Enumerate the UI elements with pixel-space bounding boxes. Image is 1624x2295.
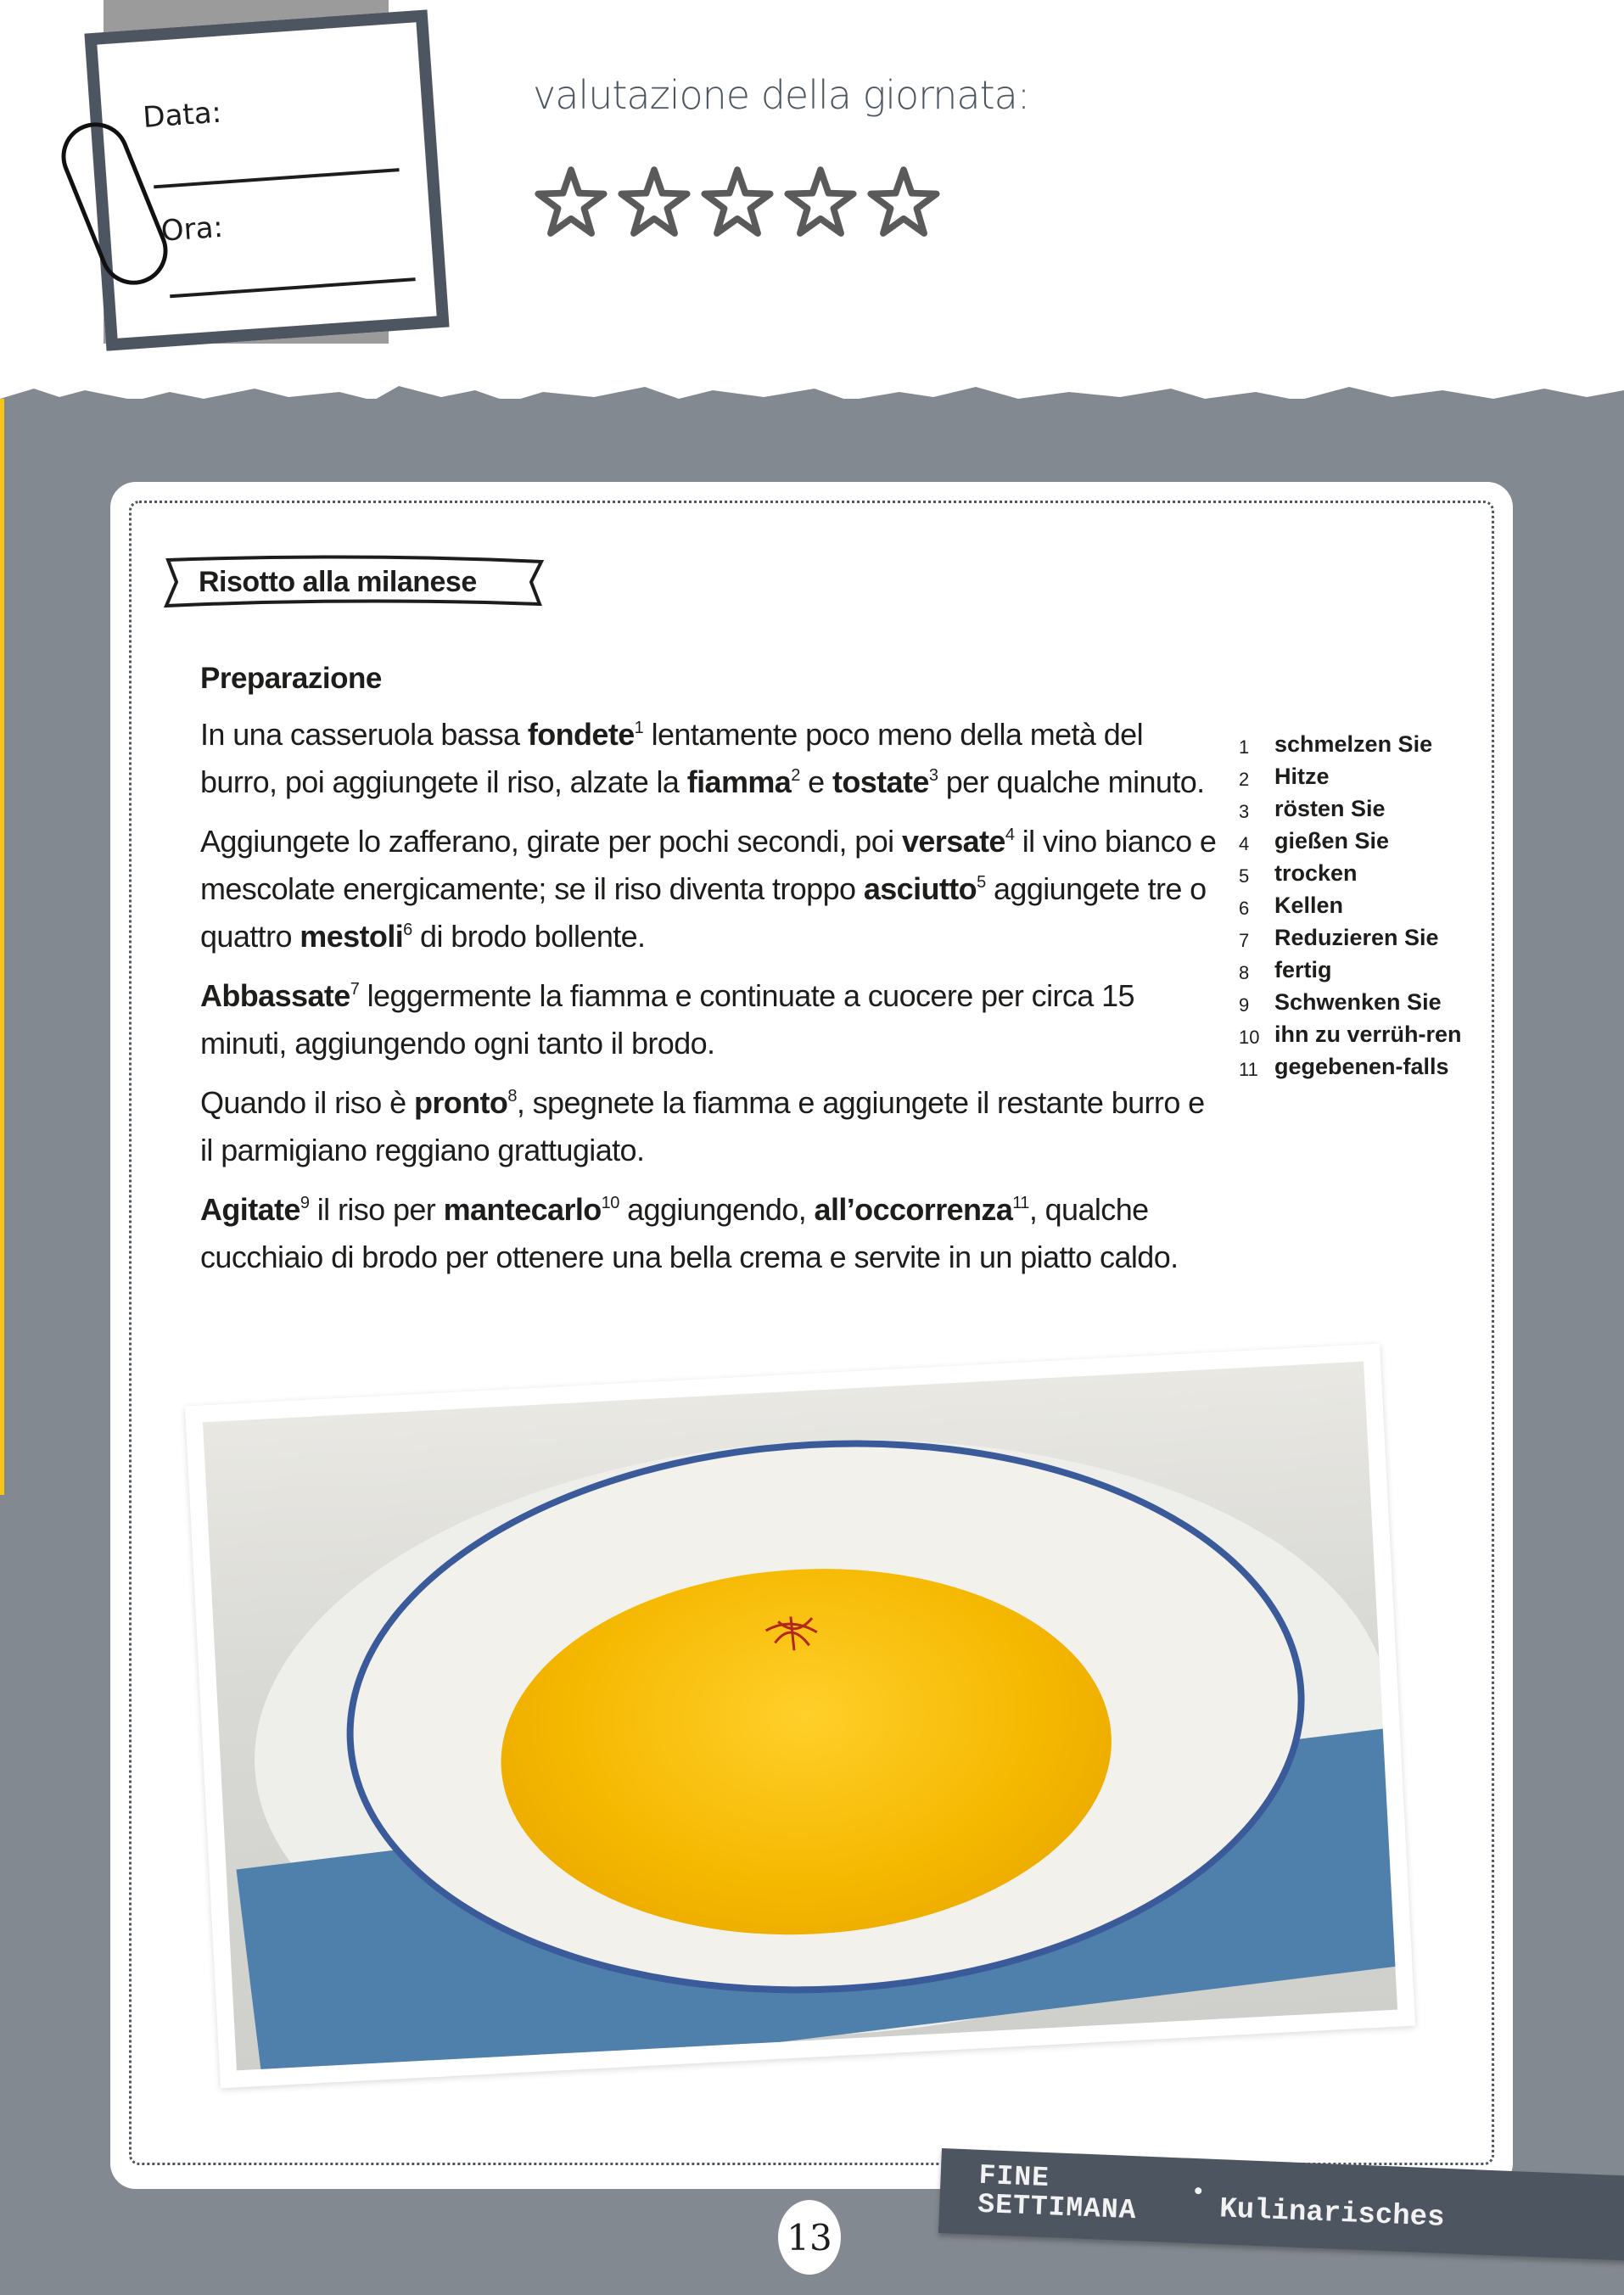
footnote-marker: 1: [634, 719, 644, 737]
page-header: [0, 0, 1624, 399]
section-title: Preparazione: [200, 662, 382, 695]
glossary-number: 2: [1239, 769, 1250, 790]
glossary-term: trocken: [1274, 860, 1358, 886]
accent-stripe: [0, 399, 4, 1495]
glossary-item: [1239, 826, 1510, 859]
subsection-title: Kulinarisches: [1218, 2193, 1446, 2235]
highlighted-term: all’occorrenza: [814, 1192, 1013, 1227]
page-number: 13: [778, 2200, 841, 2275]
footnote-marker: 6: [403, 921, 412, 939]
preparation-text: [200, 711, 1218, 1293]
text-segment: Aggiungete lo zafferano, girate per pochi secondi, poi: [200, 824, 902, 859]
text-segment: Quando il riso è: [200, 1085, 414, 1120]
recipe-title-ribbon: [161, 555, 547, 609]
text-segment: e: [799, 764, 832, 799]
time-label: Ora:: [160, 210, 225, 249]
date-field-line[interactable]: [154, 168, 400, 188]
text-segment: di brodo bollente.: [412, 919, 646, 954]
glossary-item: [1239, 1052, 1510, 1084]
glossary-term: rösten Sie: [1274, 796, 1386, 821]
glossary-number: 5: [1239, 865, 1250, 887]
glossary-number: 10: [1239, 1027, 1260, 1048]
section-line-2: SETTIMANA: [977, 2188, 1138, 2227]
highlighted-term: pronto: [413, 1085, 508, 1120]
glossary-term: schmelzen Sie: [1274, 731, 1433, 757]
glossary-item: [1239, 859, 1510, 891]
glossary-item: [1239, 730, 1510, 762]
footnote-marker: 9: [300, 1194, 310, 1212]
glossary-number: 1: [1239, 736, 1250, 758]
highlighted-term: Agitate: [200, 1192, 300, 1227]
highlighted-term: tostate: [832, 764, 929, 799]
paragraph: [200, 711, 1218, 806]
glossary-term: fertig: [1274, 957, 1332, 982]
glossary-term: Reduzieren Sie: [1274, 925, 1439, 950]
footnote-marker: 7: [350, 980, 360, 999]
footnote-marker: 3: [928, 766, 938, 785]
glossary-item: [1239, 988, 1510, 1020]
highlighted-term: versate: [901, 824, 1005, 859]
text-segment: leggermente la fiamma e continuate a cuocere per circa 15 minuti, aggiungendo ogni tanto il brodo.: [200, 978, 1134, 1061]
glossary-number: 4: [1239, 833, 1250, 854]
glossary-item: [1239, 762, 1510, 794]
glossary-term: ihn zu verrüh-ren: [1274, 1022, 1462, 1047]
glossary-item: [1239, 794, 1510, 826]
recipe-photo: [185, 1344, 1415, 2089]
glossary-item: [1239, 923, 1510, 955]
glossary-number: 7: [1239, 930, 1250, 951]
footnote-marker: 8: [507, 1087, 517, 1106]
footnote-marker: 11: [1012, 1194, 1029, 1212]
text-segment: per qualche minuto.: [938, 764, 1205, 799]
star-outline-icon[interactable]: [784, 165, 857, 238]
section-line-1: FINE: [977, 2159, 1050, 2195]
highlighted-term: Abbassate: [200, 978, 350, 1013]
text-segment: In una casseruola bassa: [200, 717, 528, 752]
text-segment: aggiungendo,: [619, 1192, 815, 1227]
star-rating[interactable]: [535, 165, 940, 238]
paragraph: [200, 1079, 1218, 1174]
glossary-number: 8: [1239, 962, 1250, 983]
photo-content: [203, 1362, 1397, 2071]
rating-title: valutazione della giornata:: [533, 72, 1030, 118]
glossary-term: gießen Sie: [1274, 828, 1390, 854]
glossary-item: [1239, 891, 1510, 923]
glossary-number: 9: [1239, 994, 1250, 1016]
glossary-item: [1239, 1020, 1510, 1052]
saffron-threads: [757, 1610, 827, 1656]
glossary-term: Kellen: [1274, 893, 1344, 918]
text-segment: il vino bianco e mescolate energicamente; se il riso diventa troppo: [200, 824, 1217, 906]
section-title: [977, 2159, 1139, 2227]
recipe-card: [110, 482, 1513, 2189]
highlighted-term: fondete: [527, 717, 635, 752]
star-outline-icon[interactable]: [535, 165, 608, 238]
text-segment: lentamente poco meno della metà del burro, poi aggiungete il riso, alzate la: [200, 717, 1143, 799]
glossary-term: gegebenen-falls: [1274, 1054, 1449, 1079]
highlighted-term: asciutto: [863, 871, 977, 906]
paragraph: [200, 972, 1218, 1067]
date-label: Data:: [142, 95, 223, 135]
star-outline-icon[interactable]: [701, 165, 774, 238]
glossary-term: Schwenken Sie: [1274, 989, 1442, 1015]
paragraph: [200, 818, 1218, 960]
highlighted-term: fiamma: [686, 764, 792, 799]
glossary-list: [1239, 730, 1510, 1084]
text-segment: , qualche cucchiaio di brodo per ottenere una bella crema e servite in un piatto caldo.: [200, 1192, 1179, 1274]
star-outline-icon[interactable]: [867, 165, 940, 238]
time-field-line[interactable]: [170, 277, 416, 298]
recipe-title: Risotto alla milanese: [199, 566, 477, 598]
glossary-number: 3: [1239, 801, 1250, 822]
footnote-marker: 10: [601, 1194, 619, 1212]
highlighted-term: mestoli: [300, 919, 404, 954]
text-segment: , spegnete la fiamma e aggiungete il restante burro e il parmigiano reggiano grattugiato.: [200, 1085, 1205, 1167]
torn-paper-edge: [0, 382, 1624, 416]
footnote-marker: 4: [1005, 826, 1015, 844]
highlighted-term: mantecarlo: [443, 1192, 602, 1227]
glossary-term: Hitze: [1274, 764, 1330, 789]
text-segment: il riso per: [309, 1192, 444, 1227]
star-outline-icon[interactable]: [618, 165, 691, 238]
footnote-marker: 5: [977, 873, 986, 892]
separator-dot: [1195, 2187, 1201, 2194]
glossary-number: 6: [1239, 898, 1250, 919]
glossary-number: 11: [1239, 1059, 1258, 1080]
footnote-marker: 2: [791, 766, 800, 785]
text-segment: aggiungete tre o quattro: [200, 871, 1207, 954]
glossary-item: [1239, 955, 1510, 988]
paragraph: [200, 1186, 1218, 1281]
